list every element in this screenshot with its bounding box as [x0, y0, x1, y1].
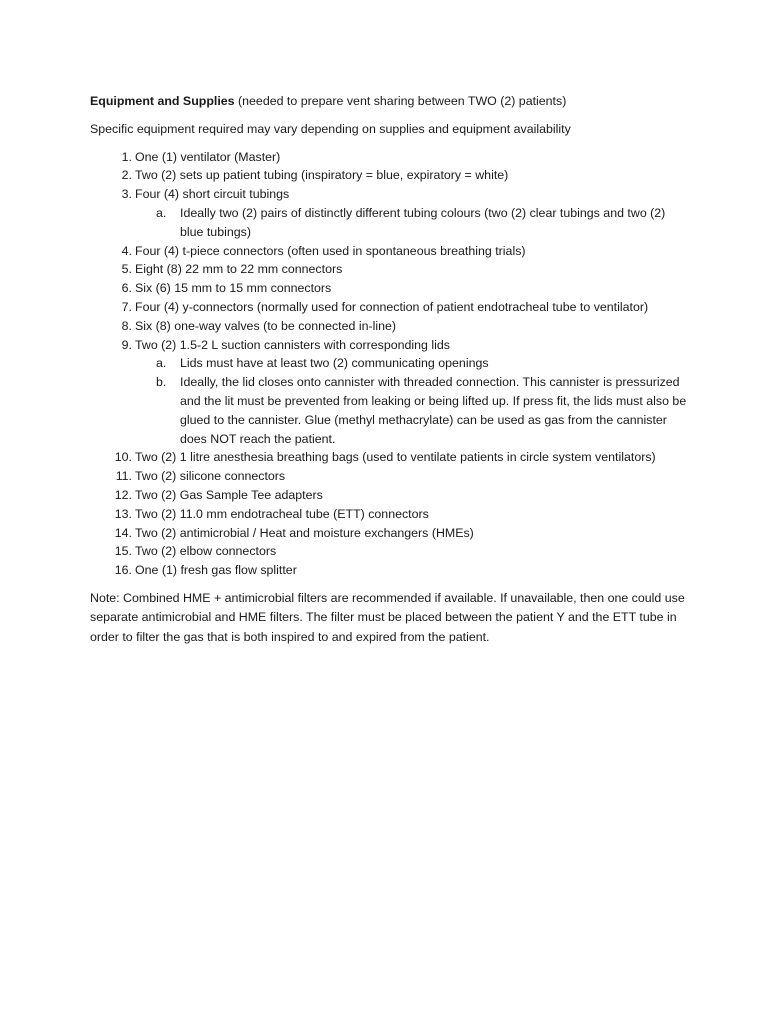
heading-bold: Equipment and Supplies: [90, 94, 235, 108]
list-item: [90, 317, 690, 336]
list-item-text: Eight (8) 22 mm to 22 mm connectors: [135, 262, 343, 277]
document-body: [90, 92, 690, 647]
list-item-text: Two (2) antimicrobial / Heat and moisture exchangers (HMEs): [135, 525, 474, 540]
list-item-text: Four (4) y-connectors (normally used for connection of patient endotracheal tube to ventilator): [135, 299, 649, 314]
sub-list-item-letter: a.: [156, 356, 167, 371]
sub-list-item-letter: a.: [156, 205, 167, 220]
list-item: [90, 505, 690, 524]
sub-list-item: [90, 354, 690, 373]
list-item-number: 3.: [121, 187, 132, 202]
sub-list-item: [90, 204, 690, 242]
list-item: [90, 486, 690, 505]
list-item-text: Lids must have at least two (2) communicating openings: [180, 356, 489, 371]
list-item-number: 6.: [121, 281, 132, 296]
list-item: [90, 279, 690, 298]
list-item-number: 11.: [115, 469, 132, 484]
list-item-number: 5.: [121, 262, 132, 277]
list-item-number: 15.: [114, 544, 132, 559]
list-item-number: 4.: [121, 243, 132, 258]
equipment-list: [90, 148, 690, 580]
list-item-number: 7.: [121, 299, 132, 314]
list-item: [90, 336, 690, 355]
list-item-text: Two (2) 1.5-2 L suction cannisters with corresponding lids: [135, 337, 450, 352]
list-item-number: 1.: [121, 149, 132, 164]
list-item: [90, 185, 690, 204]
list-item: [90, 542, 690, 561]
list-item-text: Ideally, the lid closes onto cannister with threaded connection. This cannister is pressurized and the lit must be prevented from leaking or being lifted up. If press fit, the lids must also be glued to the cannister. Glue (methyl methacrylate) can be used as gas from the cannister does NOT reach the patient.: [180, 375, 687, 446]
list-item-number: 16.: [114, 563, 132, 578]
list-item-text: Six (8) one-way valves (to be connected in-line): [135, 318, 397, 333]
list-item-number: 8.: [121, 318, 132, 333]
list-item-text: One (1) fresh gas flow splitter: [135, 563, 297, 578]
list-item-text: Two (2) 1 litre anesthesia breathing bags (used to ventilate patients in circle system ventilators): [135, 450, 656, 465]
list-item: [90, 524, 690, 543]
list-item: [90, 148, 690, 167]
list-item: [90, 467, 690, 486]
list-item-text: Two (2) Gas Sample Tee adapters: [135, 487, 323, 502]
list-item-text: Four (4) short circuit tubings: [135, 187, 290, 202]
list-item-text: Two (2) silicone connectors: [135, 469, 286, 484]
list-item-number: 10.: [114, 450, 132, 465]
list-item-number: 13.: [114, 506, 132, 521]
list-item-text: Ideally two (2) pairs of distinctly different tubing colours (two (2) clear tubings and two (2) blue tubings): [180, 205, 666, 239]
subtitle-text: Specific equipment required may vary depending on supplies and equipment availability: [90, 121, 571, 136]
list-item-number: 2.: [121, 168, 132, 183]
note-paragraph: Note: Combined HME + antimicrobial filters are recommended if available. If unavailable, then one could use separate antimicrobial and HME filters. The filter must be placed between the patient Y and the ETT tube in order to filter the gas that is both inspired to and expired from the patient.: [90, 590, 685, 644]
section-heading: [90, 92, 690, 111]
list-item-text: Two (2) elbow connectors: [135, 544, 277, 559]
list-item: [90, 298, 690, 317]
sub-list-item: [90, 373, 690, 448]
list-item: [90, 242, 690, 261]
list-item: [90, 260, 690, 279]
list-item-number: 12.: [114, 487, 132, 502]
list-item: [90, 166, 690, 185]
list-item-number: 9.: [121, 337, 132, 352]
sub-list-item-letter: b.: [156, 375, 167, 390]
heading-rest: (needed to prepare vent sharing between TWO (2) patients): [234, 94, 567, 108]
list-item-text: Two (2) sets up patient tubing (inspiratory = blue, expiratory = white): [135, 168, 509, 183]
list-item-text: Four (4) t-piece connectors (often used in spontaneous breathing trials): [135, 243, 526, 258]
list-item-text: Six (6) 15 mm to 15 mm connectors: [135, 281, 332, 296]
list-item: [90, 448, 690, 467]
list-item-number: 14.: [114, 525, 132, 540]
list-item: [90, 561, 690, 580]
list-item-text: One (1) ventilator (Master): [135, 149, 281, 164]
list-item-text: Two (2) 11.0 mm endotracheal tube (ETT) connectors: [135, 506, 429, 521]
